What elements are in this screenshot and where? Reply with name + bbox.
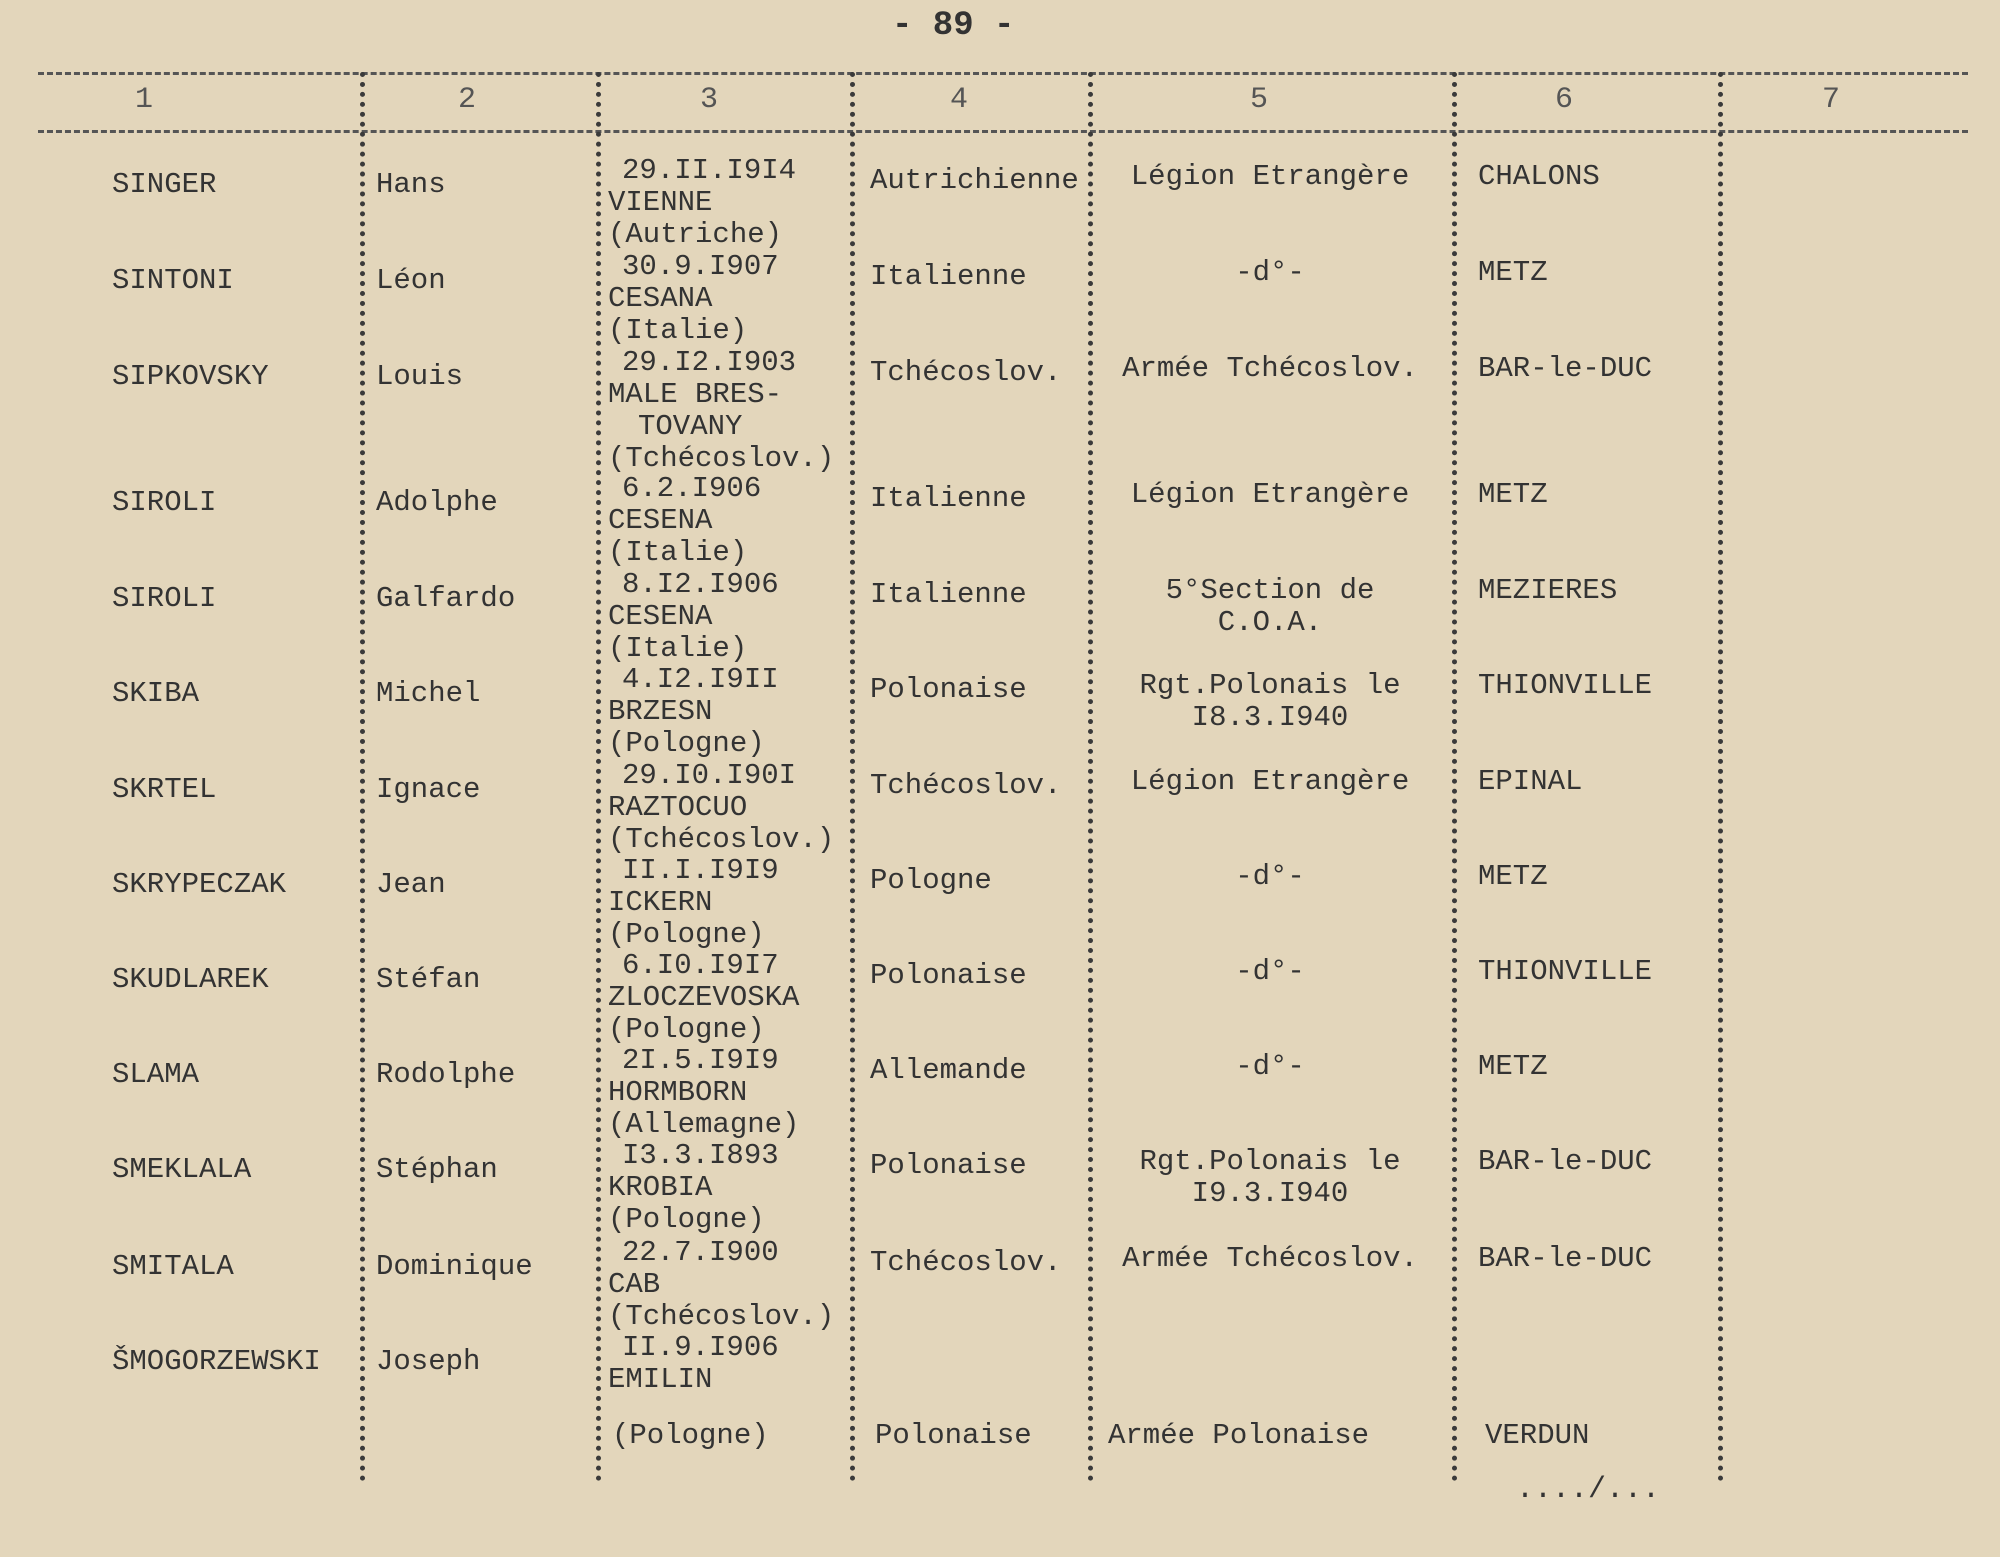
nationality-cell: Italienne [870, 578, 1027, 611]
birth-date-cell: 22.7.I900 [622, 1236, 779, 1269]
birth-place-line: (Pologne) [608, 1013, 765, 1046]
column-separator [596, 72, 601, 1482]
location-cell: MEZIERES [1478, 574, 1618, 607]
final-location: VERDUN [1485, 1419, 1590, 1452]
unit-line: Légion Etrangère [1130, 478, 1410, 511]
birth-place-line: CESENA [608, 504, 713, 537]
column-header-1: 1 [135, 83, 154, 117]
location-cell: METZ [1478, 1050, 1548, 1083]
continuation-mark: ..../... [1515, 1473, 1660, 1507]
page-number: - 89 - [892, 7, 1015, 45]
unit-line: -d°- [1235, 1050, 1305, 1083]
birth-place-line: (Tchécoslov.) [608, 823, 835, 856]
nationality-cell: Allemande [870, 1054, 1027, 1087]
birth-place-line: CESANA [608, 282, 713, 315]
unit-line: -d°- [1235, 860, 1305, 893]
column-header-6: 6 [1555, 83, 1574, 117]
birth-place-line: ICKERN [608, 886, 713, 919]
column-header-5: 5 [1250, 83, 1269, 117]
column-separator [360, 72, 365, 1482]
birth-place-line: TOVANY [638, 410, 743, 443]
birth-place-line: RAZTOCUO [608, 791, 748, 824]
location-cell: THIONVILLE [1478, 955, 1653, 988]
nationality-cell: Tchécoslov. [870, 1246, 1062, 1279]
birth-date-cell: I3.3.I893 [622, 1139, 779, 1172]
unit-line: 5°Section de [1165, 574, 1375, 607]
first-name-cell: Stéphan [376, 1153, 498, 1186]
birth-date-cell: 6.2.I906 [622, 472, 762, 505]
birth-date-cell: II.I.I9I9 [622, 854, 779, 887]
location-cell: METZ [1478, 256, 1548, 289]
location-cell: CHALONS [1478, 160, 1600, 193]
birth-date-cell: II.9.I906 [622, 1331, 779, 1364]
birth-place-line: (Pologne) [608, 918, 765, 951]
location-cell: THIONVILLE [1478, 669, 1653, 702]
surname-cell: SINGER [112, 168, 217, 201]
header-top-rule [38, 72, 1968, 75]
nationality-cell: Polonaise [870, 959, 1027, 992]
birth-place-line: (Allemagne) [608, 1108, 800, 1141]
nationality-cell: Polonaise [870, 1149, 1027, 1182]
first-name-cell: Michel [376, 677, 481, 710]
first-name-cell: Galfardo [376, 582, 516, 615]
birth-place-line: (Tchécoslov.) [608, 442, 835, 475]
nationality-cell: Italienne [870, 260, 1027, 293]
surname-cell: SKUDLAREK [112, 963, 269, 996]
surname-cell: SINTONI [112, 264, 234, 297]
birth-place-line: ZLOCZEVOSKA [608, 981, 800, 1014]
birth-date-cell: 29.I2.I903 [622, 346, 797, 379]
birth-place-line: (Tchécoslov.) [608, 1300, 835, 1333]
birth-place-line: (Autriche) [608, 218, 783, 251]
birth-date-cell: 4.I2.I9II [622, 663, 779, 696]
column-header-2: 2 [458, 83, 477, 117]
birth-place-line: (Pologne) [608, 1203, 765, 1236]
nationality-cell: Pologne [870, 864, 992, 897]
birth-place-line: HORMBORN [608, 1076, 748, 1109]
column-separator [1718, 72, 1723, 1482]
location-cell: METZ [1478, 478, 1548, 511]
birth-place-line: (Italie) [608, 314, 748, 347]
unit-line: Armée Tchécoslov. [1122, 1242, 1418, 1275]
surname-cell: ŠMOGORZEWSKI [112, 1345, 321, 1378]
unit-line: -d°- [1235, 256, 1305, 289]
birth-place-line: (Italie) [608, 632, 748, 665]
birth-place-line: CESENA [608, 600, 713, 633]
nationality-cell: Tchécoslov. [870, 769, 1062, 802]
unit-line: C.O.A. [1217, 606, 1323, 639]
surname-cell: SIROLI [112, 582, 217, 615]
location-cell: BAR-le-DUC [1478, 1242, 1653, 1275]
column-header-3: 3 [700, 83, 719, 117]
unit-line: Armée Tchécoslov. [1122, 352, 1418, 385]
final-birth-place: (Pologne) [612, 1419, 769, 1452]
birth-place-line: MALE BRES- [608, 378, 783, 411]
column-header-4: 4 [950, 83, 969, 117]
first-name-cell: Louis [376, 360, 464, 393]
unit-line: Rgt.Polonais le [1139, 1145, 1401, 1178]
surname-cell: SKRTEL [112, 773, 217, 806]
birth-place-line: BRZESN [608, 695, 713, 728]
first-name-cell: Léon [376, 264, 446, 297]
unit-line: Rgt.Polonais le [1139, 669, 1401, 702]
birth-date-cell: 30.9.I907 [622, 250, 779, 283]
birth-place-line: EMILIN [608, 1363, 713, 1396]
unit-line: I9.3.I940 [1191, 1177, 1349, 1210]
column-separator [850, 72, 855, 1482]
unit-line: -d°- [1235, 955, 1305, 988]
birth-place-line: CAB [608, 1268, 661, 1301]
location-cell: BAR-le-DUC [1478, 1145, 1653, 1178]
birth-place-line: VIENNE [608, 186, 713, 219]
final-unit: Armée Polonaise [1108, 1419, 1370, 1452]
nationality-cell: Italienne [870, 482, 1027, 515]
location-cell: EPINAL [1478, 765, 1583, 798]
birth-place-line: (Pologne) [608, 727, 765, 760]
nationality-cell: Tchécoslov. [870, 356, 1062, 389]
nationality-cell: Autrichienne [870, 164, 1079, 197]
first-name-cell: Jean [376, 868, 446, 901]
birth-place-line: KROBIA [608, 1171, 713, 1204]
final-nationality: Polonaise [875, 1419, 1032, 1452]
first-name-cell: Stéfan [376, 963, 481, 996]
unit-line: Légion Etrangère [1130, 160, 1410, 193]
column-separator [1452, 72, 1457, 1482]
first-name-cell: Dominique [376, 1250, 533, 1283]
surname-cell: SIROLI [112, 486, 217, 519]
first-name-cell: Rodolphe [376, 1058, 516, 1091]
unit-line: Légion Etrangère [1130, 765, 1410, 798]
birth-date-cell: 29.I0.I90I [622, 759, 797, 792]
location-cell: BAR-le-DUC [1478, 352, 1653, 385]
birth-date-cell: 2I.5.I9I9 [622, 1044, 779, 1077]
birth-date-cell: 8.I2.I906 [622, 568, 779, 601]
surname-cell: SMEKLALA [112, 1153, 252, 1186]
header-bottom-rule [38, 130, 1968, 133]
first-name-cell: Adolphe [376, 486, 498, 519]
nationality-cell: Polonaise [870, 673, 1027, 706]
column-header-7: 7 [1822, 83, 1841, 117]
unit-line: I8.3.I940 [1191, 701, 1349, 734]
birth-date-cell: 6.I0.I9I7 [622, 949, 779, 982]
location-cell: METZ [1478, 860, 1548, 893]
first-name-cell: Hans [376, 168, 446, 201]
surname-cell: SKRYPECZAK [112, 868, 287, 901]
surname-cell: SIPKOVSKY [112, 360, 269, 393]
surname-cell: SLAMA [112, 1058, 200, 1091]
first-name-cell: Ignace [376, 773, 481, 806]
column-separator [1088, 72, 1093, 1482]
birth-date-cell: 29.II.I9I4 [622, 154, 797, 187]
birth-place-line: (Italie) [608, 536, 748, 569]
surname-cell: SMITALA [112, 1250, 234, 1283]
first-name-cell: Joseph [376, 1345, 481, 1378]
surname-cell: SKIBA [112, 677, 200, 710]
